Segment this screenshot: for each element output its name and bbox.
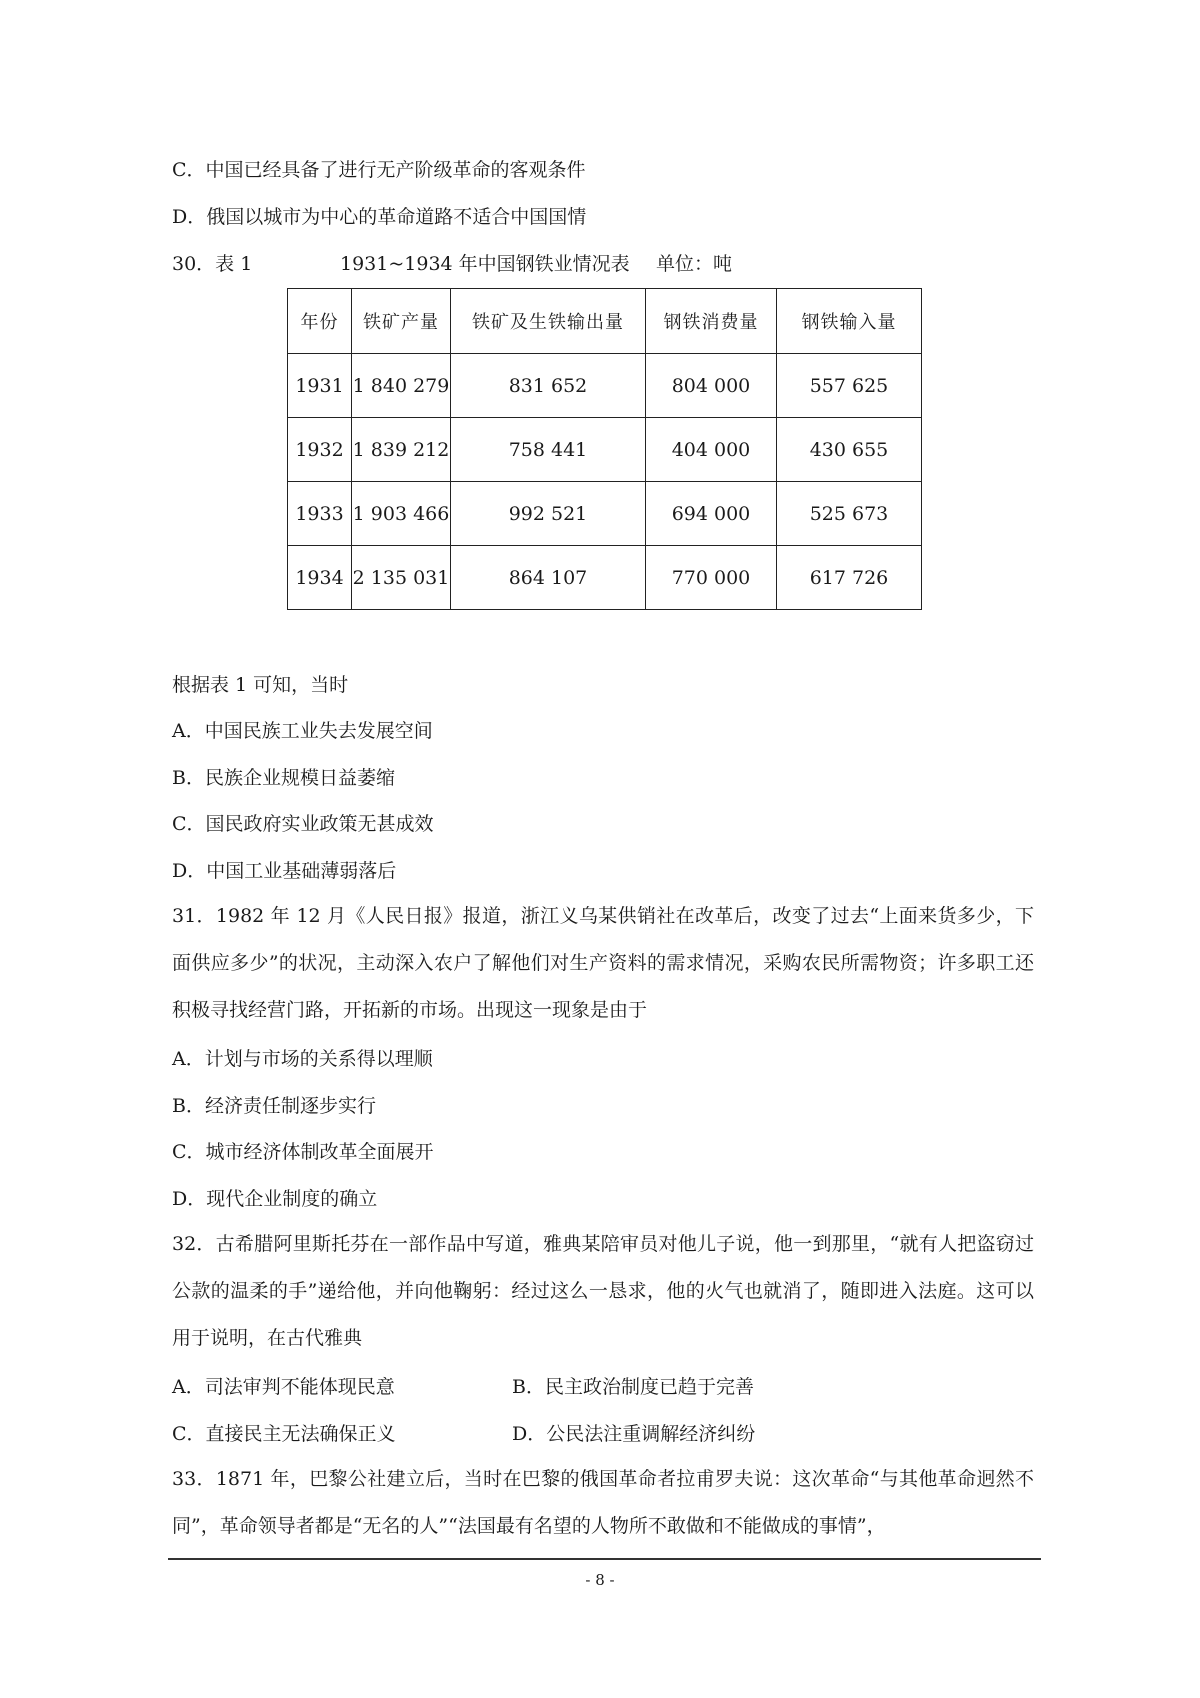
cell: 992 521 xyxy=(451,482,646,546)
cell: 804 000 xyxy=(646,354,777,418)
header-year: 年份 xyxy=(288,289,352,354)
cell: 557 625 xyxy=(777,354,922,418)
table-header-row xyxy=(288,289,922,354)
q32-stem xyxy=(172,1221,1034,1362)
cell: 404 000 xyxy=(646,418,777,482)
q32-options-row-2 xyxy=(172,1421,756,1447)
table-row xyxy=(288,546,922,610)
q32-option-b: B．民主政治制度已趋于完善 xyxy=(512,1376,754,1398)
header-ore-output: 铁矿产量 xyxy=(352,289,451,354)
q31-option-a: A．计划与市场的关系得以理顺 xyxy=(172,1048,433,1070)
q30-option-b: B．民族企业规模日益萎缩 xyxy=(172,767,395,789)
cell: 770 000 xyxy=(646,546,777,610)
q32-option-a: A．司法审判不能体现民意 xyxy=(172,1376,395,1398)
cell: 1 839 212 xyxy=(352,418,451,482)
cell: 1932 xyxy=(288,418,352,482)
q31-option-d: D．现代企业制度的确立 xyxy=(172,1188,378,1210)
q30-stem: 根据表 1 可知，当时 xyxy=(172,674,349,696)
q32-options-row-1 xyxy=(172,1374,754,1400)
q33-stem xyxy=(172,1456,1034,1550)
q32-option-c: C．直接民主无法确保正义 xyxy=(172,1423,396,1445)
cell: 1933 xyxy=(288,482,352,546)
cell: 694 000 xyxy=(646,482,777,546)
q29-option-d: D．俄国以城市为中心的革命道路不适合中国国情 xyxy=(172,206,587,228)
footer-rule xyxy=(168,1558,1041,1560)
header-export: 铁矿及生铁输出量 xyxy=(451,289,646,354)
q31-stem-text: 31．1982 年 12 月《人民日报》报道，浙江义乌某供销社在改革后，改变了过去“上面来货多少，下面供应多少”的状况，主动深入农户了解他们对生产资料的需求情况，采购农民所需物资；许多职工还积极寻找经营门路，开拓新的市场。出现这一现象是由于 xyxy=(172,905,1034,1021)
cell: 617 726 xyxy=(777,546,922,610)
q29-option-c: C．中国已经具备了进行无产阶级革命的客观条件 xyxy=(172,159,586,181)
q32-stem-text: 32．古希腊阿里斯托芬在一部作品中写道，雅典某陪审员对他儿子说，他一到那里，“就有人把盗窃过公款的温柔的手”递给他，并向他鞠躬：经过这么一恳求，他的火气也就消了，随即进入法庭。这可以用于说明，在古代雅典 xyxy=(172,1233,1034,1349)
steel-industry-table xyxy=(287,288,922,610)
q32-option-d: D．公民法注重调解经济纠纷 xyxy=(512,1423,756,1445)
header-import: 钢铁输入量 xyxy=(777,289,922,354)
table-title: 1931~1934 年中国钢铁业情况表 xyxy=(340,253,630,275)
cell: 1934 xyxy=(288,546,352,610)
q31-option-b: B．经济责任制逐步实行 xyxy=(172,1095,376,1117)
q33-stem-text: 33．1871 年，巴黎公社建立后，当时在巴黎的俄国革命者拉甫罗夫说：这次革命“与其他革命迥然不同”，革命领导者都是“无名的人”“法国最有名望的人物所不敢做和不能做成的事情”， xyxy=(172,1468,1034,1537)
cell: 430 655 xyxy=(777,418,922,482)
header-consumption: 钢铁消费量 xyxy=(646,289,777,354)
q30-option-a: A．中国民族工业失去发展空间 xyxy=(172,720,433,742)
q30-option-d: D．中国工业基础薄弱落后 xyxy=(172,860,397,882)
q30-option-c: C．国民政府实业政策无甚成效 xyxy=(172,813,434,835)
table-caption xyxy=(172,251,733,277)
cell: 525 673 xyxy=(777,482,922,546)
cell: 1931 xyxy=(288,354,352,418)
cell: 831 652 xyxy=(451,354,646,418)
table-row xyxy=(288,354,922,418)
cell: 2 135 031 xyxy=(352,546,451,610)
page-number: - 8 - xyxy=(585,1571,615,1589)
cell: 1 840 279 xyxy=(352,354,451,418)
table-unit: 单位：吨 xyxy=(656,253,733,275)
cell: 758 441 xyxy=(451,418,646,482)
question-30-label: 30．表 1 xyxy=(172,253,253,275)
q31-stem xyxy=(172,893,1034,1034)
cell: 864 107 xyxy=(451,546,646,610)
q31-option-c: C．城市经济体制改革全面展开 xyxy=(172,1141,434,1163)
table-row xyxy=(288,482,922,546)
cell: 1 903 466 xyxy=(352,482,451,546)
table-row xyxy=(288,418,922,482)
